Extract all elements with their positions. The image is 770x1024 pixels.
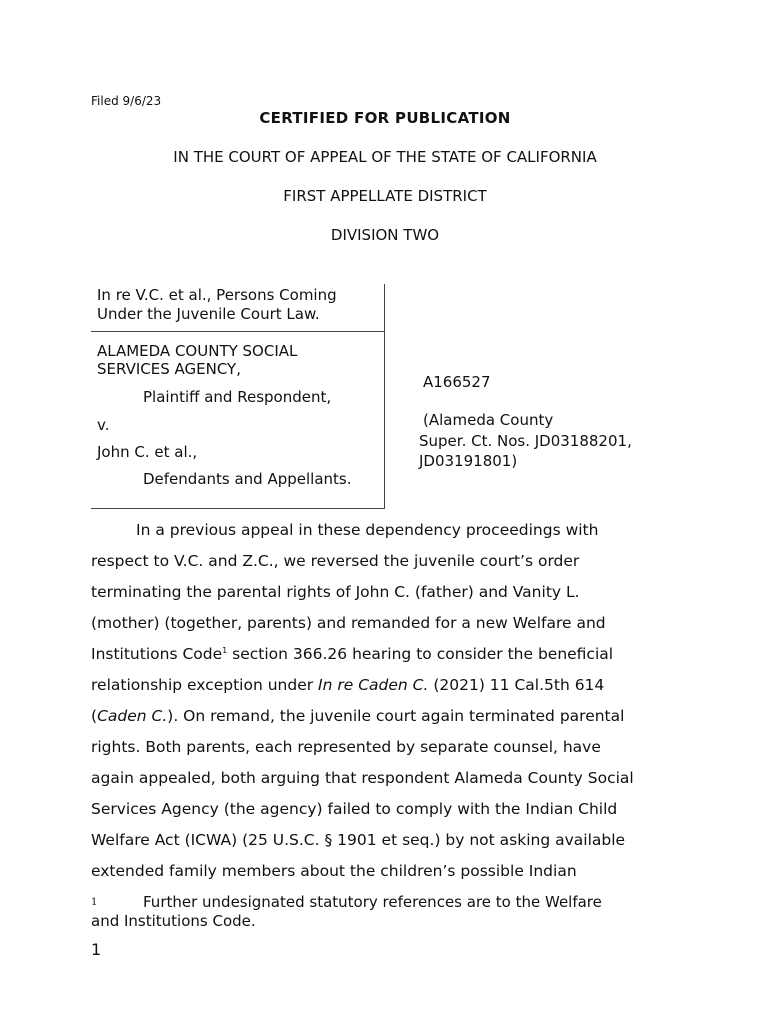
division-name: DIVISION TWO bbox=[330, 226, 440, 244]
body-line-9: again appealed, both arguing that respondent Alameda County Social bbox=[91, 769, 634, 787]
caption-plaintiff-role: Plaintiff and Respondent, bbox=[143, 388, 332, 406]
body-line-10: Services Agency (the agency) failed to comply with the Indian Child bbox=[91, 800, 618, 818]
short-citation-italic: Caden C. bbox=[97, 707, 168, 725]
footnote-reference: 1 bbox=[222, 645, 228, 655]
footnote-line2: and Institutions Code. bbox=[91, 912, 256, 930]
certified-heading: CERTIFIED FOR PUBLICATION bbox=[259, 109, 511, 127]
footnote-line1: Further undesignated statutory references are to the Welfare bbox=[143, 893, 602, 911]
body-line-7-start: ( bbox=[91, 707, 98, 725]
caption-in-re-line1: In re V.C. et al., Persons Coming bbox=[97, 286, 337, 304]
body-line-11: Welfare Act (ICWA) (25 U.S.C. § 1901 et seq.) by not asking available bbox=[91, 831, 626, 849]
county-line1: (Alameda County bbox=[423, 411, 554, 429]
case-number: A166527 bbox=[423, 373, 491, 391]
county-line2: Super. Ct. Nos. JD03188201, bbox=[419, 432, 632, 450]
body-line-7-end: ). On remand, the juvenile court again terminated parental bbox=[167, 707, 625, 725]
footnote-number: 1 bbox=[91, 897, 98, 908]
caption-agency-line1: ALAMEDA COUNTY SOCIAL bbox=[97, 342, 298, 360]
body-line-5 bbox=[91, 645, 613, 663]
body-line-5-start: Institutions Code bbox=[91, 645, 223, 663]
caption-mid-rule bbox=[91, 331, 385, 332]
county-line3: JD03191801) bbox=[419, 452, 518, 470]
caption-bottom-rule bbox=[91, 508, 385, 509]
court-name: IN THE COURT OF APPEAL OF THE STATE OF CALIFORNIA bbox=[173, 148, 597, 166]
body-line-6-start: relationship exception under bbox=[91, 676, 319, 694]
caption-defendant-role: Defendants and Appellants. bbox=[143, 470, 352, 488]
caption-agency-line2: SERVICES AGENCY, bbox=[97, 360, 241, 378]
district-name: FIRST APPELLATE DISTRICT bbox=[283, 187, 487, 205]
body-line-8: rights. Both parents, each represented by separate counsel, have bbox=[91, 738, 601, 756]
filed-date: Filed 9/6/23 bbox=[91, 94, 162, 108]
body-line-4: (mother) (together, parents) and remanded for a new Welfare and bbox=[91, 614, 606, 632]
body-line-6 bbox=[91, 676, 604, 694]
caption-defendant: John C. et al., bbox=[97, 443, 198, 461]
case-citation-italic: In re Caden C. bbox=[318, 676, 429, 694]
page-number: 1 bbox=[91, 940, 102, 959]
body-line-2: respect to V.C. and Z.C., we reversed the juvenile court’s order bbox=[91, 552, 580, 570]
caption-versus: v. bbox=[97, 416, 110, 434]
body-line-12: extended family members about the children’s possible Indian bbox=[91, 862, 577, 880]
body-line-6-end: (2021) 11 Cal.5th 614 bbox=[428, 676, 605, 694]
body-line-3: terminating the parental rights of John C. (father) and Vanity L. bbox=[91, 583, 580, 601]
caption-right-rule bbox=[384, 284, 385, 508]
body-line-5-end: section 366.26 hearing to consider the beneficial bbox=[227, 645, 614, 663]
caption-in-re-line2: Under the Juvenile Court Law. bbox=[97, 305, 320, 323]
body-line-1: In a previous appeal in these dependency proceedings with bbox=[136, 521, 599, 539]
body-line-7 bbox=[91, 707, 624, 725]
